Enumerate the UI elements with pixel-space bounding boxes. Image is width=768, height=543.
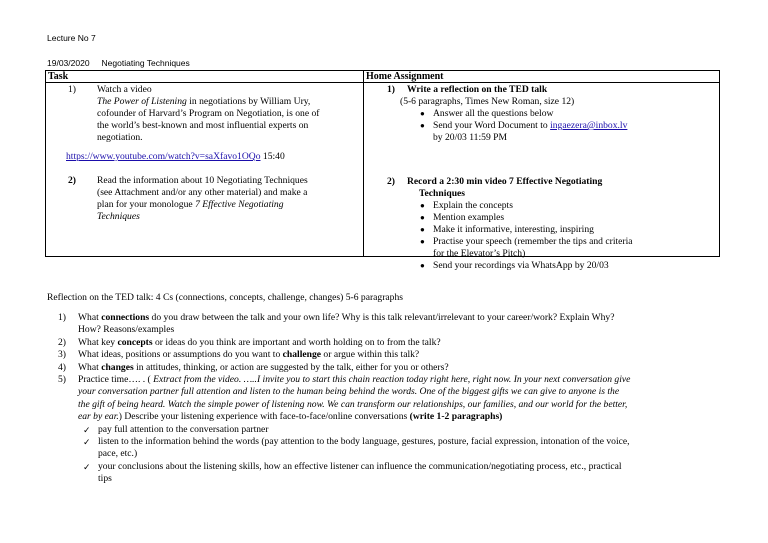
home2-number: 2) xyxy=(387,176,395,187)
checklist-item-3: ✓ your conclusions about the listening skills, how an effective listener can influence the communication/negotiating process, etc., practical tips xyxy=(83,460,622,485)
home1-number: 1) xyxy=(387,84,395,95)
home2-bullet-3: ● Make it informative, interesting, inspiring xyxy=(420,224,594,235)
home2-bullet-5: ● Send your recordings via WhatsApp by 20/03 xyxy=(420,260,609,271)
checklist-item-2: ✓ listen to the information behind the words (pay attention to the body language, gestures, posture, facial expression, intonation of the voice, pace, etc.) xyxy=(83,436,630,460)
home1-deadline: by 20/03 11:59 PM xyxy=(433,132,508,143)
question-1: 1) What connections do you draw between the talk and your own life? Why is this talk relevant/irrelevant to your career/work? Explain Why? How? Reasons/examples xyxy=(58,312,615,336)
home1-bullet-1: ● Answer all the questions below xyxy=(420,108,554,119)
checkmark-icon: ✓ xyxy=(83,424,91,435)
lecture-date: 19/03/2020 xyxy=(47,58,90,68)
assignment-table xyxy=(45,70,720,271)
home2-bullet-4-cont: for the Elevator’s Pitch) xyxy=(433,248,526,259)
home2-bullet-1: ● Explain the concepts xyxy=(420,200,513,211)
checkmark-icon: ✓ xyxy=(83,461,91,472)
task2-number: 2) xyxy=(68,175,76,186)
question-5: 5) Practice time…. . ( Extract from the video. …..I invite you to start this chain reaction today right here, right now. In your next conversation give your conversation partner full attention and listen to the human being behind the words. One of the biggest gifts we can give to anyone is the the gift of being heard. Watch the simple power of listening now. We can transform our relationships, our families, and our world for the better, ear by ear.) Describe your listening experience with face-to-face/online conversations (write 1-2 paragraphs) xyxy=(58,374,631,423)
task1-number: 1) xyxy=(68,84,76,95)
date-topic-line xyxy=(47,58,190,68)
home-column-header: Home Assignment xyxy=(364,71,720,83)
home2-bullet-2: ● Mention examples xyxy=(420,212,505,223)
home-assignment-cell xyxy=(364,83,719,271)
task1-link-line: https://www.youtube.com/watch?v=saXfavo1OQo 15:40 xyxy=(66,151,285,162)
task-cell xyxy=(46,83,363,256)
email-link[interactable]: ingaezera@inbox.lv xyxy=(550,120,628,131)
question-3: 3) What ideas, positions or assumptions do you want to challenge or argue within this talk? xyxy=(58,349,420,361)
task-column-header: Task xyxy=(46,71,364,83)
home2-title: Record a 2:30 min video 7 Effective Negotiating Techniques xyxy=(407,176,603,199)
reflection-title: Reflection on the TED talk: 4 Cs (connections, concepts, challenge, changes) 5-6 paragraphs xyxy=(47,292,404,303)
task2-text: Read the information about 10 Negotiating Techniques (see Attachment and/or any other material) and make a plan for your monologue 7 Effective Negotiating Techniques xyxy=(97,175,308,222)
question-2: 2) What key concepts or ideas do you think are important and worth holding on to from the talk? xyxy=(58,336,441,348)
home2-bullet-4: ● Practise your speech (remember the tips and criteria xyxy=(420,236,633,247)
checklist-item-1: ✓ pay full attention to the conversation partner xyxy=(83,423,269,435)
home1-subtitle: (5-6 paragraphs, Times New Roman, size 12) xyxy=(400,96,575,107)
home1-bullet-2: ● Send your Word Document to ingaezera@inbox.lv xyxy=(420,120,628,131)
lecture-number: Lecture No 7 xyxy=(47,33,96,43)
lecture-topic: Negotiating Techniques xyxy=(101,58,190,68)
task1-text: Watch a video The Power of Listening in negotiations by William Ury, cofounder of Harvard’s Program on Negotiation, is one of the world’s best-known and most influential experts on negotiation. xyxy=(97,84,320,143)
checkmark-icon: ✓ xyxy=(83,437,91,448)
reflection-questions xyxy=(58,312,728,486)
question-4: 4) What changes in attitudes, thinking, or action are suggested by the talk, either for you or others? xyxy=(58,361,449,373)
home1-title: Write a reflection on the TED talk xyxy=(407,84,548,95)
youtube-link[interactable]: https://www.youtube.com/watch?v=saXfavo1OQo xyxy=(66,151,261,162)
